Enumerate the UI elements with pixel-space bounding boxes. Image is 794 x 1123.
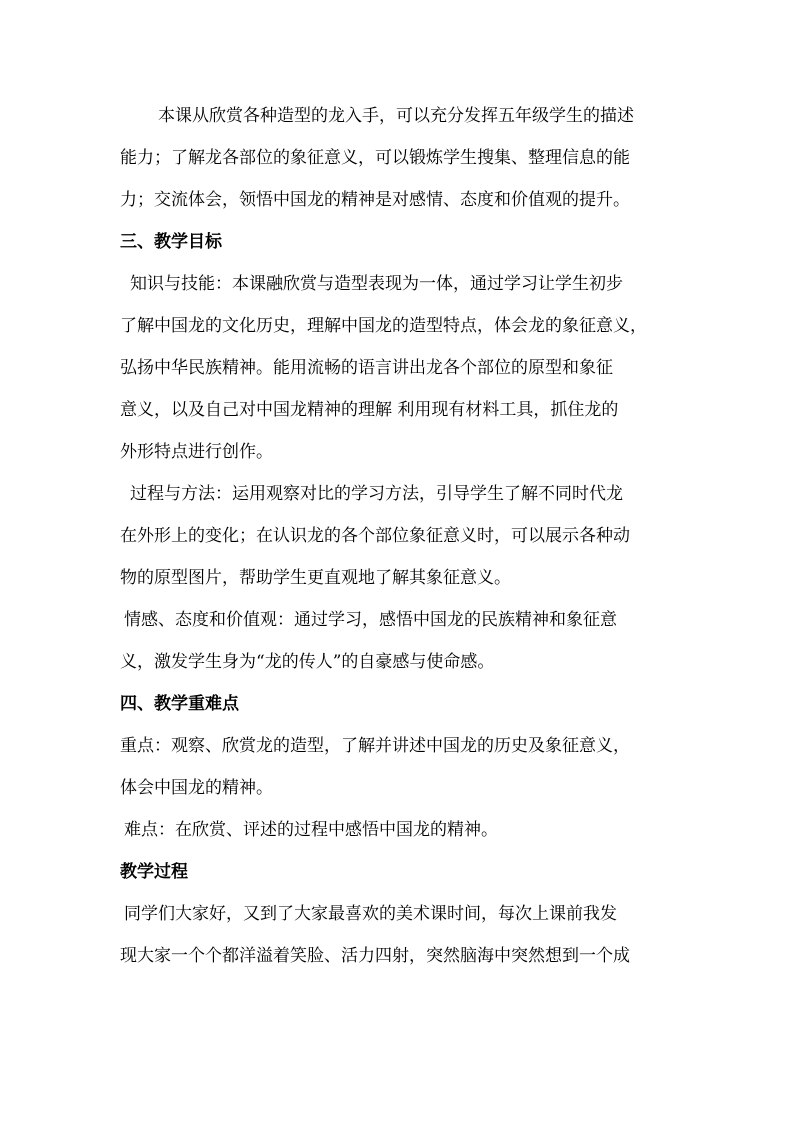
key-points-line-2: 体会中国龙的精神。 (120, 778, 273, 798)
section-3-heading: 三、教学目标 (120, 232, 222, 252)
difficulty-line: 难点：在欣赏、评述的过程中感悟中国龙的精神。 (124, 820, 498, 840)
intro-line-2: 能力；了解龙各部位的象征意义，可以锻炼学生搜集、整理信息的能 (120, 148, 630, 168)
knowledge-line-2: 了解中国龙的文化历史，理解中国龙的造型特点，体会龙的象征意义， (120, 316, 647, 336)
process-line-2: 在外形上的变化；在认识龙的各个部位象征意义时，可以展示各种动 (120, 526, 630, 546)
teaching-line-2: 现大家一个个都洋溢着笑脸、活力四射，突然脑海中突然想到一个成 (120, 946, 630, 966)
knowledge-line-3: 弘扬中华民族精神。能用流畅的语言讲出龙各个部位的原型和象征 (120, 358, 613, 378)
key-points-line-1: 重点：观察、欣赏龙的造型，了解并讲述中国龙的历史及象征意义， (120, 736, 630, 756)
emotion-line-2: 义，激发学生身为“龙的传人”的自豪感与使命感。 (120, 652, 495, 672)
knowledge-line-5: 外形特点进行创作。 (120, 442, 273, 462)
knowledge-line-1: 知识与技能：本课融欣赏与造型表现为一体，通过学习让学生初步 (130, 274, 623, 294)
process-line-1: 过程与方法：运用观察对比的学习方法，引导学生了解不同时代龙 (130, 484, 623, 504)
teaching-process-heading: 教学过程 (120, 862, 188, 882)
intro-line-1: 本课从欣赏各种造型的龙入手，可以充分发挥五年级学生的描述 (158, 106, 634, 126)
knowledge-line-4: 意义，以及自己对中国龙精神的理解 利用现有材料工具，抓住龙的 (120, 400, 619, 420)
intro-line-3: 力；交流体会，领悟中国龙的精神是对感情、态度和价值观的提升。 (120, 190, 630, 210)
process-line-3: 物的原型图片，帮助学生更直观地了解其象征意义。 (120, 568, 511, 588)
section-4-heading: 四、教学重难点 (120, 694, 239, 714)
emotion-line-1: 情感、态度和价值观：通过学习，感悟中国龙的民族精神和象征意 (124, 610, 617, 630)
teaching-line-1: 同学们大家好，又到了大家最喜欢的美术课时间，每次上课前我发 (124, 904, 617, 924)
